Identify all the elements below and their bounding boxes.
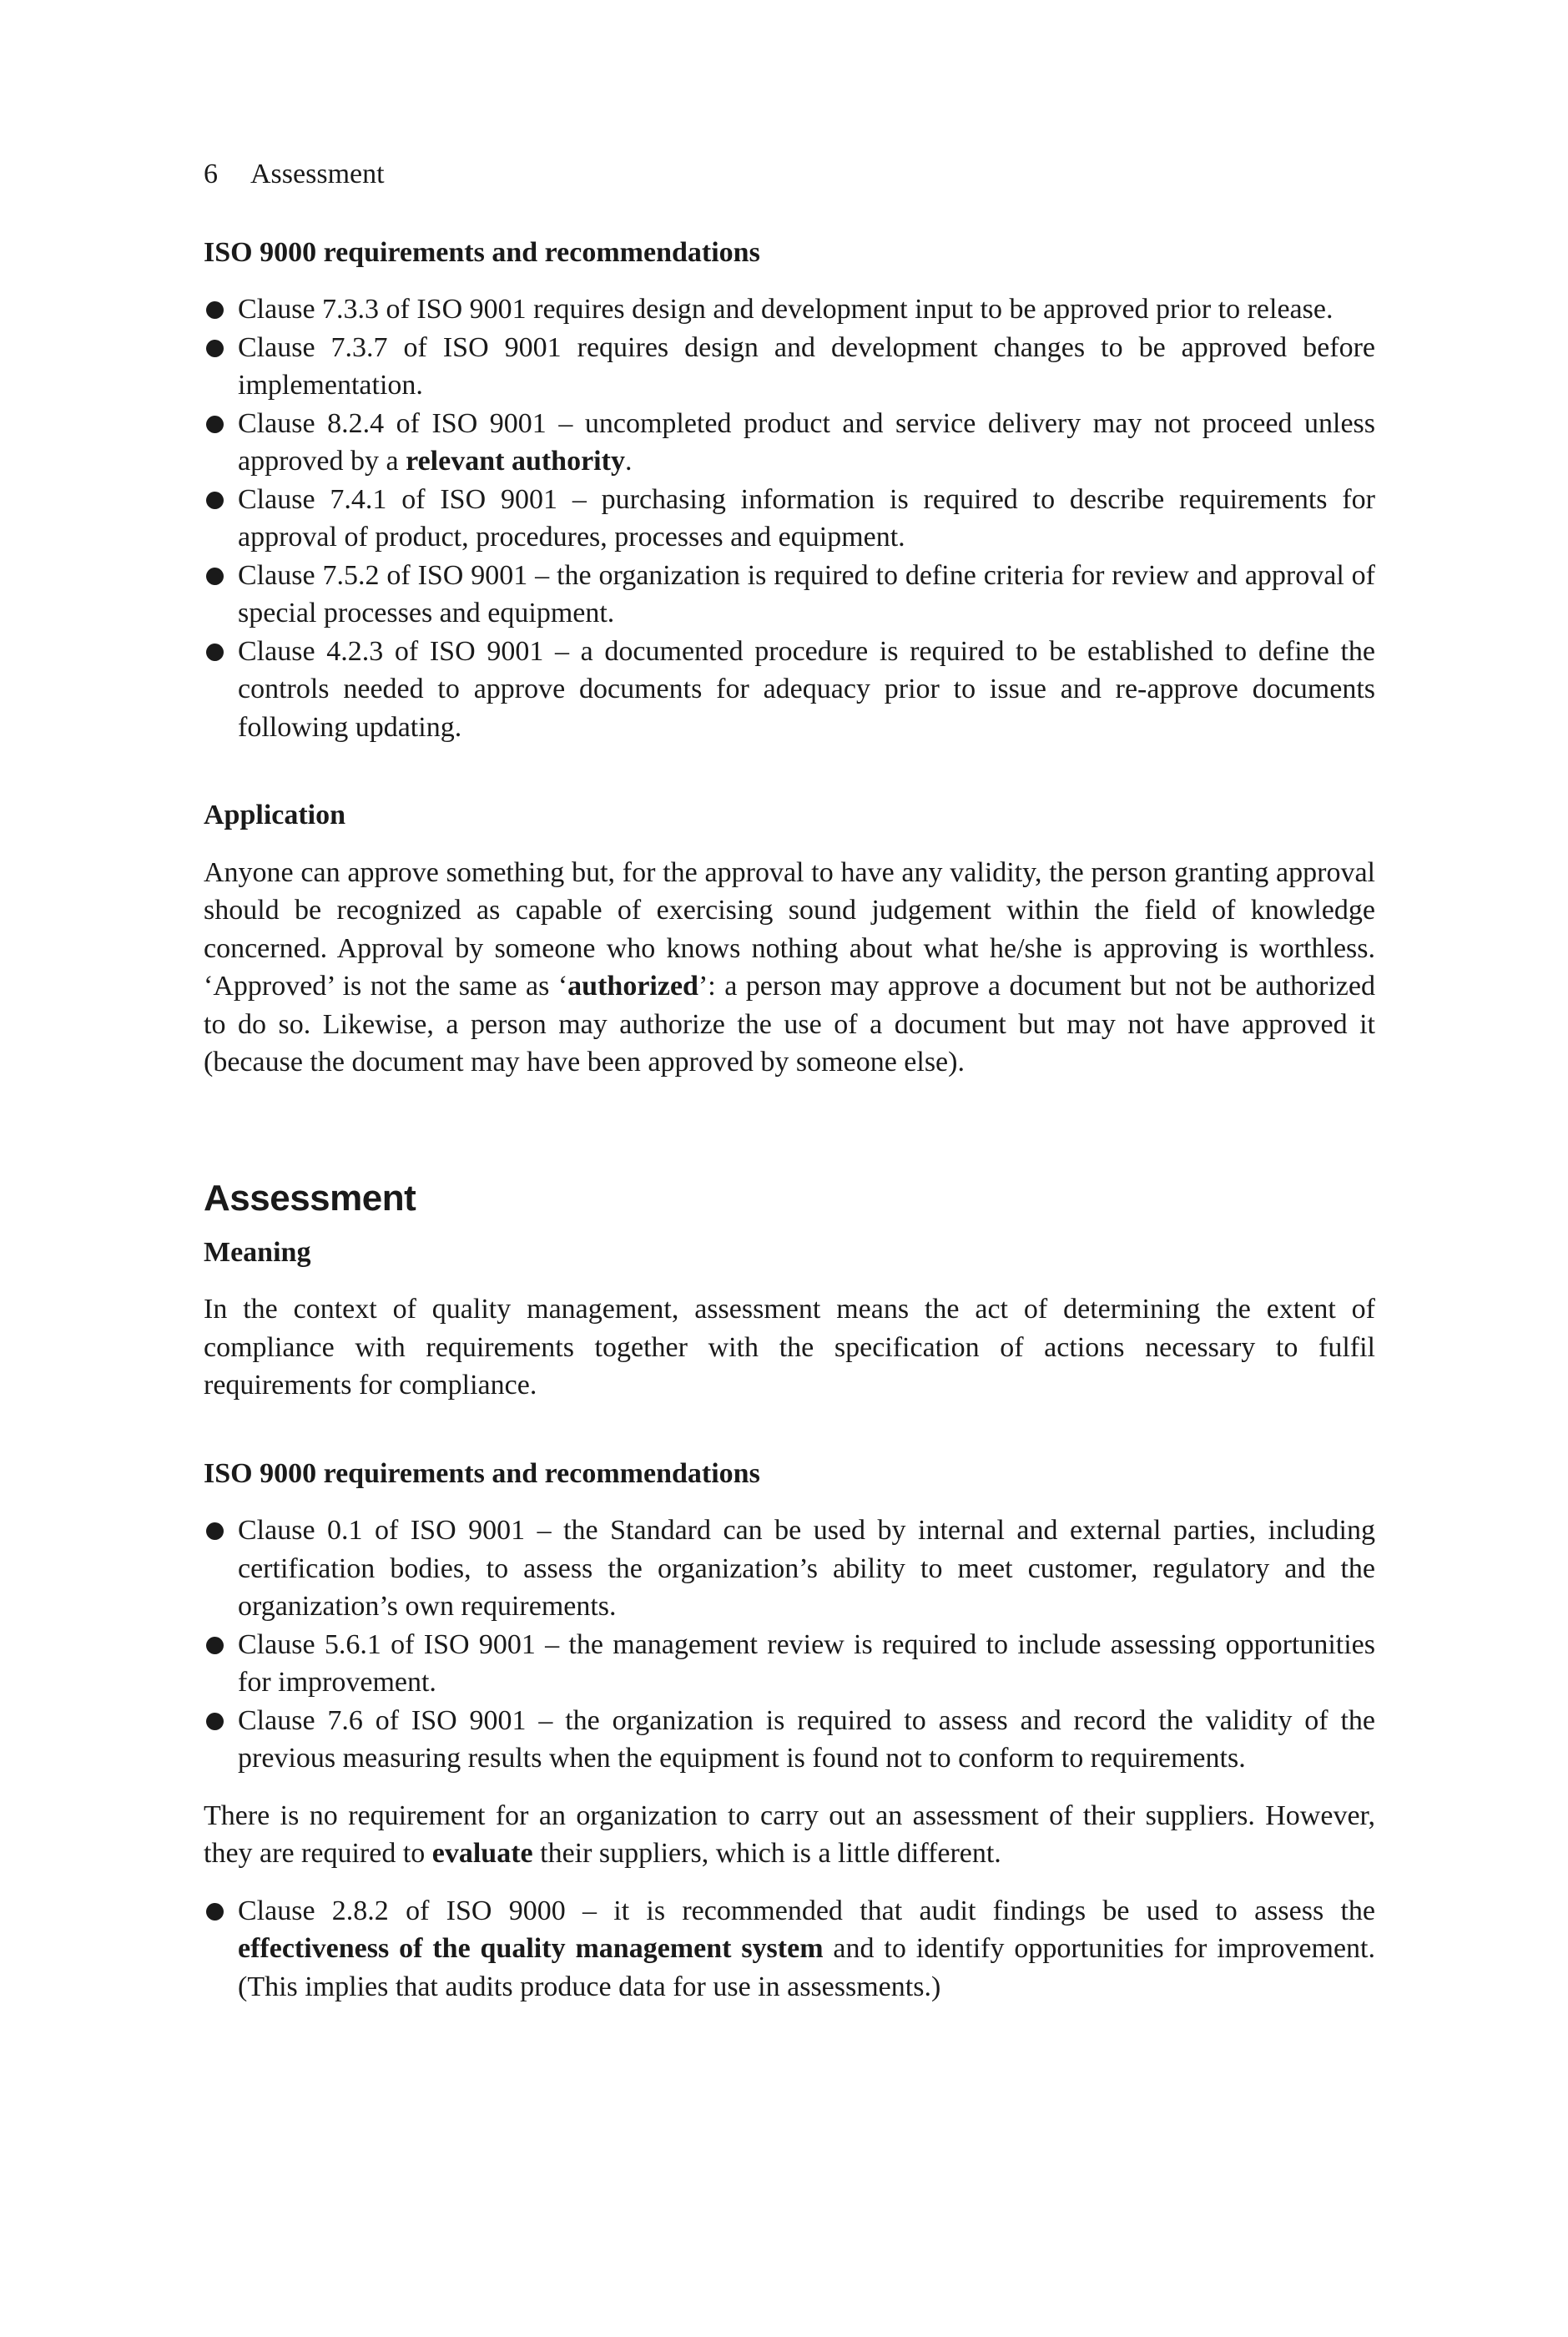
- list-item: Clause 7.5.2 of ISO 9001 – the organization is required to define criteria for review and approval of special processes and equipment.: [204, 557, 1375, 633]
- application-heading: Application: [204, 800, 346, 830]
- bullet-icon: [206, 1903, 224, 1921]
- bold-term: evaluate: [431, 1838, 533, 1869]
- section-title: Assessment: [204, 1177, 416, 1219]
- bullet-icon: [206, 1713, 224, 1730]
- bold-term: relevant authority: [406, 446, 625, 477]
- bullet-icon: [206, 492, 224, 509]
- assessment-reqs-list: [204, 1512, 1375, 1778]
- bullet-icon: [206, 340, 224, 357]
- approval-reqs-list: [204, 290, 1375, 746]
- supplier-note: There is no requirement for an organization to carry out an assessment of their suppliers. However, they are required to evaluate their suppliers, which is a little different.: [204, 1799, 1375, 1869]
- list-item: Clause 5.6.1 of ISO 9001 – the management review is required to include assessing opportunities for improvement.: [204, 1626, 1375, 1702]
- list-item: Clause 7.6 of ISO 9001 – the organization is required to assess and record the validity of the previous measuring results when the equipment is found not to conform to requirements.: [204, 1702, 1375, 1778]
- bold-term: effectiveness of the quality management system: [238, 1933, 824, 1964]
- assessment-recommendation-list: [204, 1892, 1375, 2006]
- meaning-paragraph: In the context of quality management, assessment means the act of determining the extent of compliance with requirements together with the specification of actions necessary to fulfil requirements for compliance.: [204, 1294, 1375, 1401]
- list-item: Clause 7.3.3 of ISO 9001 requires design and development input to be approved prior to release.: [204, 290, 1375, 329]
- list-item: Clause 7.3.7 of ISO 9001 requires design and development changes to be approved before implementation.: [204, 329, 1375, 405]
- application-paragraph: Anyone can approve something but, for the approval to have any validity, the person granting approval should be recognized as capable of exercising sound judgement within the field of knowledge concerned. Approval by someone who knows nothing about what he/she is approving is worthless. ‘Approved’ is not the same as ‘authorized’: a person may approve a document but not be authorized to do so. Likewise, a person may authorize the use of a document but may not have approved it (because the document may have been approved by someone else).: [204, 856, 1375, 1078]
- bullet-icon: [206, 644, 224, 661]
- page-content: [204, 155, 1375, 2006]
- list-item: Clause 4.2.3 of ISO 9001 – a documented procedure is required to be established to define the controls needed to approve documents for adequacy prior to issue and re-approve documents following updating.: [204, 633, 1375, 747]
- assessment-reqs-heading: ISO 9000 requirements and recommendations: [204, 1457, 760, 1489]
- bullet-icon: [206, 568, 224, 585]
- list-item: Clause 2.8.2 of ISO 9000 – it is recommended that audit findings be used to assess the effectiveness of the quality management system and to identify opportunities for improvement. (This implies that audits produce data for use in assessments.): [204, 1892, 1375, 2006]
- running-title: Assessment: [250, 159, 385, 189]
- meaning-heading: Meaning: [204, 1236, 311, 1268]
- bullet-icon: [206, 301, 224, 319]
- approval-reqs-heading: ISO 9000 requirements and recommendations: [204, 236, 760, 268]
- list-item: Clause 7.4.1 of ISO 9001 – purchasing information is required to describe requirements for approval of product, procedures, processes and equipment.: [204, 481, 1375, 557]
- list-item: Clause 0.1 of ISO 9001 – the Standard can be used by internal and external parties, including certification bodies, to assess the organization’s ability to meet customer, regulatory and the organization’s own requirements.: [204, 1512, 1375, 1626]
- list-item: Clause 8.2.4 of ISO 9001 – uncompleted product and service delivery may not proceed unless approved by a relevant authority.: [204, 405, 1375, 481]
- running-header: [204, 155, 1375, 194]
- page-number: 6: [204, 159, 218, 189]
- bullet-icon: [206, 416, 224, 433]
- bullet-icon: [206, 1637, 224, 1654]
- bullet-icon: [206, 1522, 224, 1540]
- bold-term: authorized: [567, 971, 698, 1002]
